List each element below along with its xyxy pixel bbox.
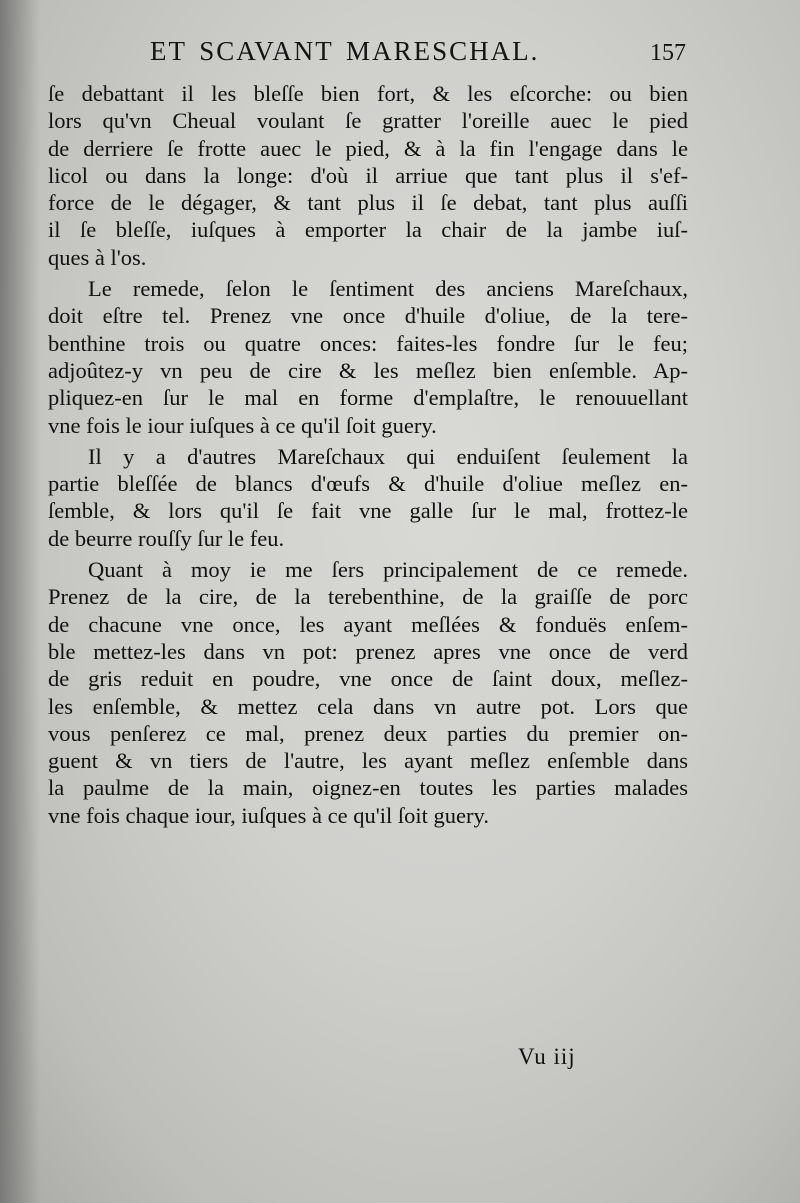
text-line: de derriere ſe frotte auec le pied, & à la fin l'engage dans le xyxy=(48,135,688,161)
text-line: les enſemble, & mettez cela dans vn autre pot. Lors que xyxy=(48,693,688,719)
text-line: Quant à moy ie me ſers principalement de ce remede. xyxy=(88,557,688,583)
text-line: licol ou dans la longe: d'où il arriue que tant plus il s'ef- xyxy=(48,162,688,188)
text-line: Prenez de la cire, de la terebenthine, de la graiſſe de porc xyxy=(48,584,688,610)
text-line: ques à l'os. xyxy=(48,244,147,270)
paragraph-4 xyxy=(48,556,688,829)
body-text xyxy=(48,80,688,829)
text-line: il ſe bleſſe, iuſques à emporter la chair de la jambe iuſ- xyxy=(48,217,688,243)
text-line: ble mettez-les dans vn pot: prenez apres vne once de verd xyxy=(48,638,688,664)
text-line: benthine trois ou quatre onces: faites-les fondre ſur le feu; xyxy=(48,330,688,356)
text-line: de gris reduit en poudre, vne once de ſaint doux, meſlez- xyxy=(48,666,688,692)
text-line: ſe debattant il les bleſſe bien fort, & les eſcorche: ou bien xyxy=(48,81,688,106)
text-line: vne fois le iour iuſques à ce qu'il ſoit guery. xyxy=(48,412,437,438)
text-line: de beurre rouſſy ſur le feu. xyxy=(48,525,285,551)
text-line: lors qu'vn Cheual voulant ſe gratter l'oreille auec le pied xyxy=(48,108,688,134)
text-line: Le remede, ſelon le ſentiment des anciens Mareſchaux, xyxy=(88,276,688,302)
page-number: 157 xyxy=(650,40,686,66)
text-line: vous penſerez ce mal, prenez deux parties du premier on- xyxy=(48,720,688,746)
show-through-bleed xyxy=(60,815,700,1115)
text-line: vne fois chaque iour, iuſques à ce qu'il ſoit guery. xyxy=(48,802,489,828)
signature-mark: Vu iij xyxy=(518,1044,576,1069)
running-head: ET SCAVANT MARESCHAL. xyxy=(150,36,540,66)
text-line: partie bleſſée de blancs d'œufs & d'huile d'oliue meſlez en- xyxy=(48,471,688,497)
text-line: force de le dégager, & tant plus il ſe debat, tant plus auſſi xyxy=(48,190,688,216)
paragraph-1 xyxy=(48,80,688,271)
text-line: ſemble, & lors qu'il ſe fait vne galle ſur le mal, frottez-le xyxy=(48,498,688,524)
text-line: adjoûtez-y vn peu de cire & les meſlez bien enſemble. Ap- xyxy=(48,357,688,383)
text-line: doit eſtre tel. Prenez vne once d'huile d'oliue, de la tere- xyxy=(48,303,688,329)
text-line: de chacune vne once, les ayant meſlées & fonduës enſem- xyxy=(48,611,688,637)
paragraph-3 xyxy=(48,443,688,552)
paragraph-2 xyxy=(48,275,688,439)
text-line: Il y a d'autres Mareſchaux qui enduiſent ſeulement la xyxy=(88,443,688,469)
page-gutter-shadow xyxy=(0,0,40,1203)
text-line: pliquez-en ſur le mal en forme d'emplaſtre, le renouuellant xyxy=(48,385,688,411)
text-line: la paulme de la main, oignez-en toutes les parties malades xyxy=(48,775,688,801)
text-line: guent & vn tiers de l'autre, les ayant meſlez enſemble dans xyxy=(48,748,688,774)
